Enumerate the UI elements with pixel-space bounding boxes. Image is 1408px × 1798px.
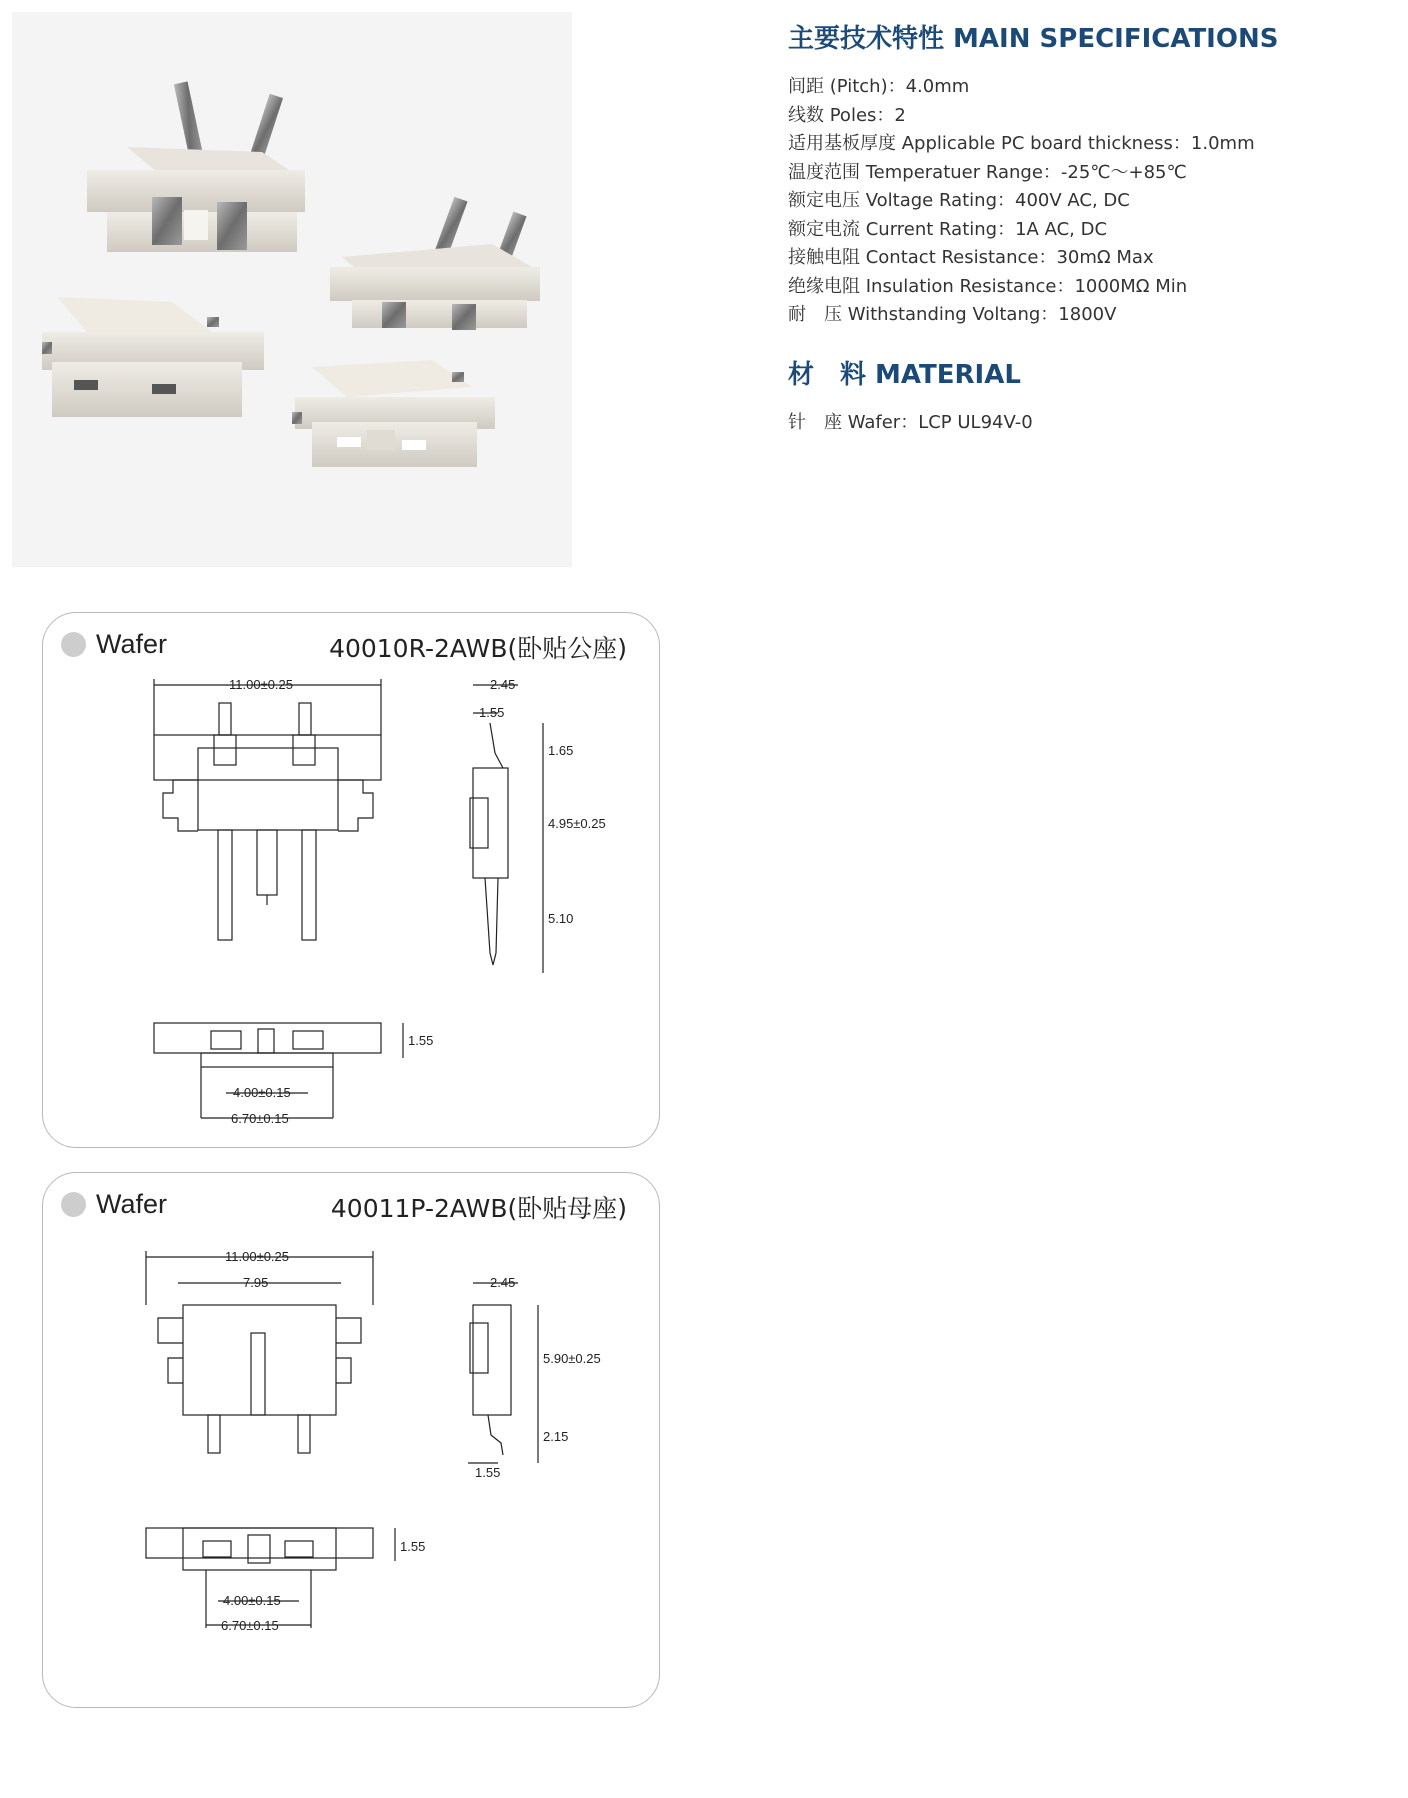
dim-side-v1: 1.65	[548, 743, 574, 758]
bottom-view	[146, 1528, 395, 1628]
dim-side-inner: 1.55	[479, 705, 505, 720]
panel-label: Wafer	[96, 1189, 168, 1219]
spec-contact-resistance: 接触电阻 Contact Resistance：30mΩ Max	[788, 247, 1154, 268]
panel-model: 40010R-2AWB(卧贴公座)	[329, 634, 627, 663]
product-photo	[12, 12, 572, 567]
connector-1	[87, 81, 305, 252]
drawing-panel-40010R	[42, 612, 660, 1148]
dim-inner: 7.95	[243, 1275, 269, 1290]
main-specs-title: 主要技术特性 MAIN SPECIFICATIONS	[788, 24, 1279, 54]
spec-voltage: 额定电压 Voltage Rating：400V AC, DC	[788, 190, 1130, 211]
spec-current: 额定电流 Current Rating：1A AC, DC	[788, 218, 1108, 240]
specifications	[788, 18, 1368, 437]
spec-pitch: 间距 (Pitch)：4.0mm	[788, 76, 970, 97]
bottom-view	[154, 1023, 403, 1118]
spec-poles: 线数 Poles：2	[788, 104, 906, 126]
dim-side-top: 2.45	[490, 1275, 516, 1290]
dim-side-bottom: 1.55	[475, 1465, 501, 1480]
material-wafer: 针 座 Wafer：LCP UL94V-0	[788, 411, 1033, 433]
dim-side-top: 2.45	[490, 677, 516, 692]
side-view	[468, 1283, 538, 1463]
dim-bottom-h: 1.55	[400, 1539, 426, 1554]
spec-withstanding-voltage: 耐 压 Withstanding Voltang：1800V	[788, 304, 1117, 325]
side-view	[470, 685, 543, 973]
panel-label: Wafer	[96, 629, 168, 659]
connector-3	[42, 297, 264, 417]
drawing-panel-40011P	[42, 1172, 660, 1708]
technical-drawing	[43, 1173, 661, 1709]
dim-side-v2: 4.95±0.25	[548, 816, 606, 831]
spec-insulation-resistance: 绝缘电阻 Insulation Resistance：1000MΩ Min	[788, 275, 1188, 297]
dim-width: 11.00±0.25	[225, 1249, 290, 1264]
material-title: 材 料 MATERIAL	[788, 359, 1021, 390]
dim-side-v2: 2.15	[543, 1429, 569, 1444]
dim-side-v3: 5.10	[548, 911, 574, 926]
dim-pitch: 4.00±0.15	[223, 1593, 281, 1608]
dim-side-v1: 5.90±0.25	[543, 1351, 601, 1366]
technical-drawing	[43, 613, 661, 1149]
connector-4	[292, 360, 495, 467]
dim-outer: 6.70±0.15	[221, 1618, 279, 1633]
spec-board-thickness: 适用基板厚度 Applicable PC board thickness：1.0mm	[788, 133, 1255, 154]
dim-bottom-h: 1.55	[408, 1033, 434, 1048]
front-view	[154, 679, 381, 940]
panel-model: 40011P-2AWB(卧贴母座)	[330, 1194, 627, 1223]
dim-outer: 6.70±0.15	[231, 1111, 289, 1126]
spec-temperature: 温度范围 Temperatuer Range：-25℃～+85℃	[788, 161, 1187, 183]
dim-width: 11.00±0.25	[229, 677, 294, 692]
connector-photos	[12, 12, 572, 567]
spec-list	[788, 73, 1368, 330]
connector-2	[330, 197, 540, 330]
dim-pitch: 4.00±0.15	[233, 1085, 291, 1100]
